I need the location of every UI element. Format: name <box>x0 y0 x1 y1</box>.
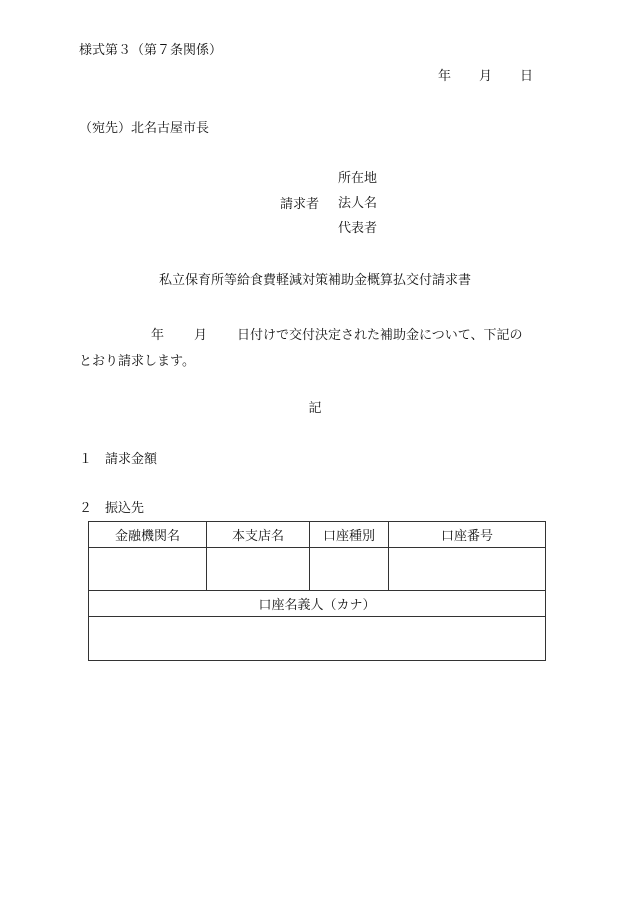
body-year-label: 年 <box>151 328 165 343</box>
account-holder-cell[interactable] <box>89 617 546 661</box>
table-value-row <box>89 548 546 591</box>
header-branch-name: 本支店名 <box>207 522 310 548</box>
header-account-type: 口座種別 <box>310 522 389 548</box>
item-number: １ <box>79 452 93 467</box>
holder-header-row <box>89 591 546 617</box>
bank-account-table <box>88 521 546 661</box>
table-header-row <box>89 522 546 548</box>
body-line-1-rest: 日付けで交付決定された補助金について、下記の <box>237 328 523 343</box>
document-title: 私立保育所等給食費軽減対策補助金概算払交付請求書 <box>158 273 471 288</box>
applicant-fields <box>338 172 377 247</box>
branch-name-cell[interactable] <box>207 548 310 591</box>
address-label: 所在地 <box>338 171 378 186</box>
body-line-1 <box>79 323 559 349</box>
date-day-label: 日 <box>520 69 534 84</box>
item-number: ２ <box>79 501 93 516</box>
item-label: 請求金額 <box>105 452 158 467</box>
addressee: （宛先）北名古屋市長 <box>79 121 210 136</box>
header-bank-name: 金融機関名 <box>89 522 207 548</box>
form-number: 様式第３（第７条関係） <box>79 43 223 58</box>
holder-value-row <box>89 617 546 661</box>
item-transfer-destination <box>79 502 144 515</box>
corporation-name-label: 法人名 <box>338 196 378 211</box>
date-line <box>438 70 533 83</box>
bank-name-cell[interactable] <box>89 548 207 591</box>
body-text <box>79 323 559 375</box>
item-claim-amount <box>79 453 157 466</box>
applicant-label: 請求者 <box>280 197 320 212</box>
body-month-label: 月 <box>194 328 208 343</box>
account-type-cell[interactable] <box>310 548 389 591</box>
header-account-number: 口座番号 <box>389 522 546 548</box>
ki-heading: 記 <box>308 401 322 416</box>
header-account-holder: 口座名義人（カナ） <box>89 591 546 617</box>
representative-label: 代表者 <box>338 221 378 236</box>
date-year-label: 年 <box>438 69 452 84</box>
date-month-label: 月 <box>479 69 493 84</box>
account-number-cell[interactable] <box>389 548 546 591</box>
item-label: 振込先 <box>105 501 145 516</box>
body-line-2: とおり請求します。 <box>79 354 195 369</box>
